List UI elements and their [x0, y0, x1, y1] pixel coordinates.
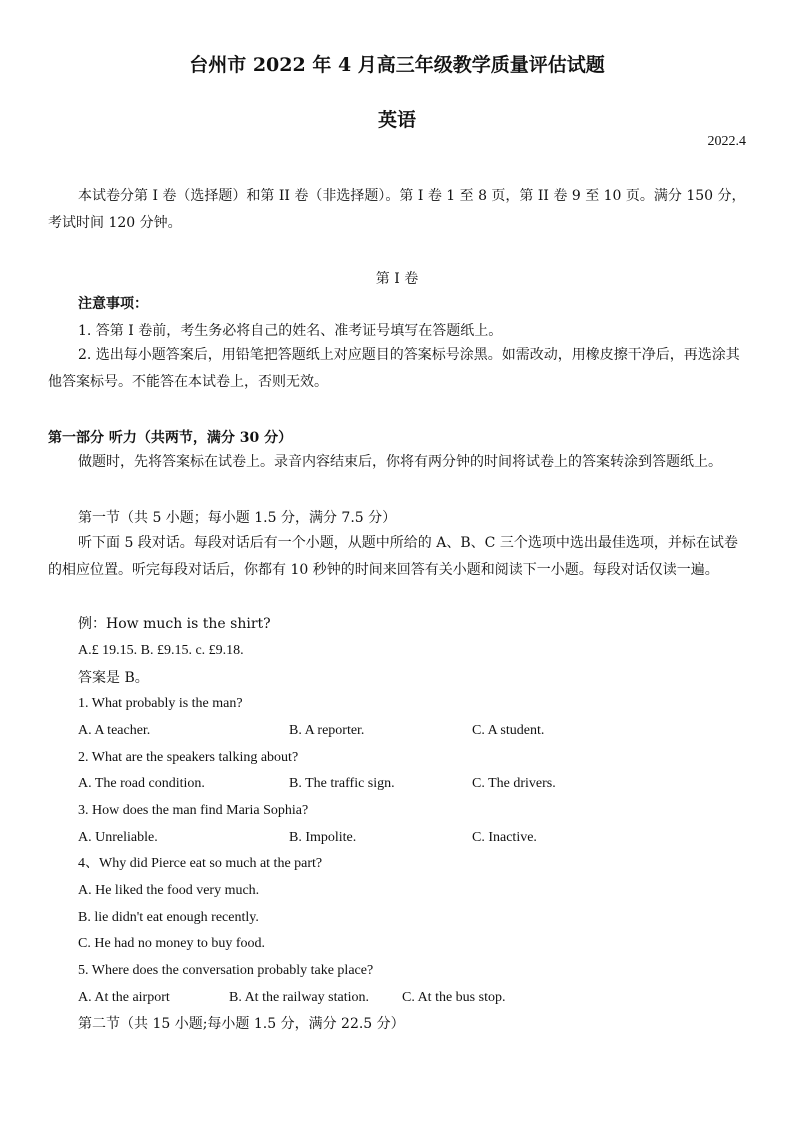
example-question [78, 614, 271, 634]
volume-title: 第 I 卷 [375, 271, 419, 287]
question-3: 3. How does the man find Maria Sophia? [78, 803, 309, 818]
example-question-text: 例：How much is the shirt? [78, 616, 271, 632]
intro-paragraph: 本试卷分第 I 卷（选择题）和第 II 卷（非选择题）。第 I 卷 1 至 8 页，第 II 卷 9 至 10 页。满分 150 分，考试时间 120 分钟。 [48, 188, 746, 231]
question-1-option-c: C. A student. [472, 723, 545, 738]
example-options: A.£ 19.15. B. £9.15. c. £9.18. [78, 643, 244, 658]
example-answer: 答案是 B。 [78, 670, 149, 686]
question-1: 1. What probably is the man? [78, 696, 243, 711]
part1-heading: 第一部分 听力（共两节，满分 30 分） [48, 430, 293, 446]
notes-heading: 注意事项： [78, 296, 148, 312]
question-2-option-a: A. The road condition. [78, 776, 205, 791]
question-3-option-b: B. Impolite. [289, 830, 357, 845]
question-4-option-b: B. lie didn't eat enough recently. [78, 910, 259, 925]
question-2-option-c: C. The drivers. [472, 776, 556, 791]
section2-heading: 第二节（共 15 小题;每小题 1.5 分，满分 22.5 分） [78, 1016, 405, 1032]
part1-instruction: 做题时，先将答案标在试卷上。录音内容结束后，你将有两分钟的时间将试卷上的答案转涂到答题纸上。 [78, 454, 722, 470]
question-4-option-c: C. He had no money to buy food. [78, 936, 266, 951]
note-item-1: 1. 答第 I 卷前，考生务必将自己的姓名、准考证号填写在答题纸上。 [78, 323, 503, 339]
question-5-option-b: B. At the railway station. [229, 990, 369, 1005]
section1-heading: 第一节（共 5 小题；每小题 1.5 分，满分 7.5 分） [78, 510, 397, 526]
question-5: 5. Where does the conversation probably take place? [78, 963, 374, 978]
question-5-option-a: A. At the airport [78, 990, 170, 1005]
question-2-option-b: B. The traffic sign. [289, 776, 395, 791]
question-2: 2. What are the speakers talking about? [78, 750, 299, 765]
exam-title: 台州市 2022 年 4 月高三年级教学质量评估试题 [189, 54, 605, 76]
question-3-option-c: C. Inactive. [472, 830, 537, 845]
question-1-option-a: A. A teacher. [78, 723, 151, 738]
question-4: 4、Why did Pierce eat so much at the part? [78, 856, 323, 871]
question-4-option-a: A. He liked the food very much. [78, 883, 260, 898]
exam-date: 2022.4 [707, 134, 746, 149]
question-5-option-c: C. At the bus stop. [402, 990, 506, 1005]
section1-instruction: 听下面 5 段对话。每段对话后有一个小题，从题中所给的 A、B、C 三个选项中选出最佳选项，并标在试卷的相应位置。听完每段对话后，你都有 10 秒钟的时间来回答有关小题和阅读下一小题。每段对话仅读一遍。 [48, 535, 738, 578]
note-item-2: 2. 选出每小题答案后，用铅笔把答题纸上对应题目的答案标号涂黑。如需改动，用橡皮擦干净后，再选涂其他答案标号。不能答在本试卷上，否则无效。 [48, 347, 740, 390]
question-1-option-b: B. A reporter. [289, 723, 365, 738]
question-3-option-a: A. Unreliable. [78, 830, 158, 845]
subject-title: 英语 [377, 109, 416, 131]
